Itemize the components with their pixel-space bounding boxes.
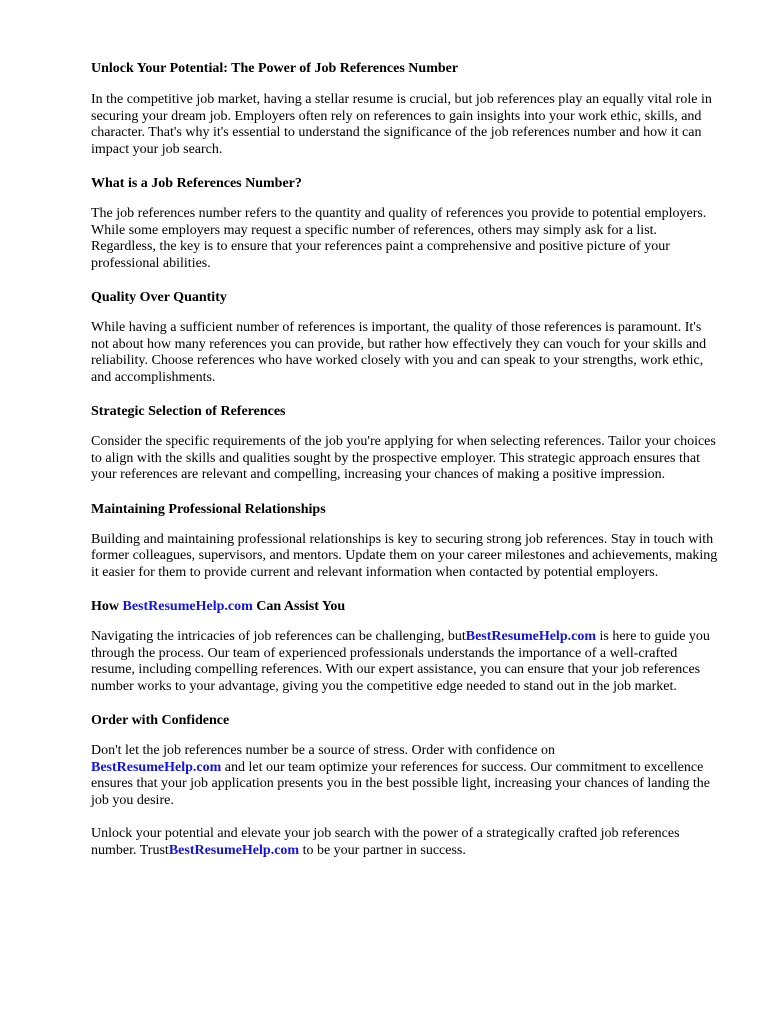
assist-body-link[interactable]: BestResumeHelp.com xyxy=(465,629,596,644)
assist-body-before: Navigating the intricacies of job references can be challenging, but xyxy=(91,629,466,644)
order-body-link[interactable]: BestResumeHelp.com xyxy=(91,759,222,775)
section-body-quality: While having a sufficient number of references is important, the quality of those references is paramount. It's not about how many references you can provide, but rather how effectively they can vouch for your skills and reliability. Choose references who have worked closely with you and can speak to your strengths, work ethic, and accomplishments. xyxy=(91,320,707,385)
document-page xyxy=(91,60,721,876)
order-body-before: Don't let the job references number be a source of stress. Order with confidence on xyxy=(91,743,555,758)
section-heading-relationships: Maintaining Professional Relationships xyxy=(91,501,326,517)
closing-body-after: to be your partner in success. xyxy=(299,842,466,858)
closing-body-link[interactable]: BestResumeHelp.com xyxy=(168,842,300,858)
assist-body-after: is here to guide you through the process. Our team of experienced professionals understands the importance of a well-crafted resume, including compelling references. With our expert assistance, you can ensure that your job references number works to your advantage, giving you the competitive edge needed to stand out in the job market. xyxy=(91,629,710,694)
section-heading-strategic: Strategic Selection of References xyxy=(91,404,286,419)
assist-heading-link[interactable]: BestResumeHelp.com xyxy=(122,599,253,614)
section-heading-order: Order with Confidence xyxy=(91,713,230,728)
section-body-what-is: The job references number refers to the quantity and quality of references you provide to potential employers. While some employers may request a specific number of references, others may simply ask for a list. Regardless, the key is to ensure that your references paint a comprehensive and positive picture of your professional abilities. xyxy=(91,206,707,271)
document-title: Unlock Your Potential: The Power of Job References Number xyxy=(91,61,459,76)
section-heading-quality: Quality Over Quantity xyxy=(91,290,227,305)
closing-body-before: Unlock your potential and elevate your job search with the power of a strategically crafted job references number. Trust xyxy=(91,826,680,858)
section-body-strategic: Consider the specific requirements of the job you're applying for when selecting references. Tailor your choices to align with the skills and qualities sought by the prospective employer. This strategic approach ensures that your references are relevant and compelling, increasing your chances of making a positive impression. xyxy=(91,434,716,482)
section-body-assist xyxy=(91,629,721,695)
assist-heading-after: Can Assist You xyxy=(252,599,346,614)
section-heading-what-is: What is a Job References Number? xyxy=(91,176,302,191)
section-body-relationships: Building and maintaining professional relationships is key to securing strong job references. Stay in touch with former colleagues, supervisors, and mentors. Update them on your career milestones and achievements, making it easier for them to provide current and relevant information when contacted by potential employers. xyxy=(91,531,718,580)
section-heading-assist xyxy=(91,598,721,616)
order-body-after: and let our team optimize your references for success. Our commitment to excellence ensures that your job application presents you in the best possible light, increasing your chances of landing the job you desire. xyxy=(91,759,710,808)
intro-paragraph: In the competitive job market, having a stellar resume is crucial, but job references play an equally vital role in securing your dream job. Employers often rely on references to gain insights into your work ethic, skills, and character. That's why it's essential to understand the significance of the job references number and how it can impact your job search. xyxy=(91,92,712,157)
assist-heading-before: How xyxy=(91,599,123,614)
section-body-order xyxy=(91,743,721,809)
closing-paragraph xyxy=(91,826,721,859)
